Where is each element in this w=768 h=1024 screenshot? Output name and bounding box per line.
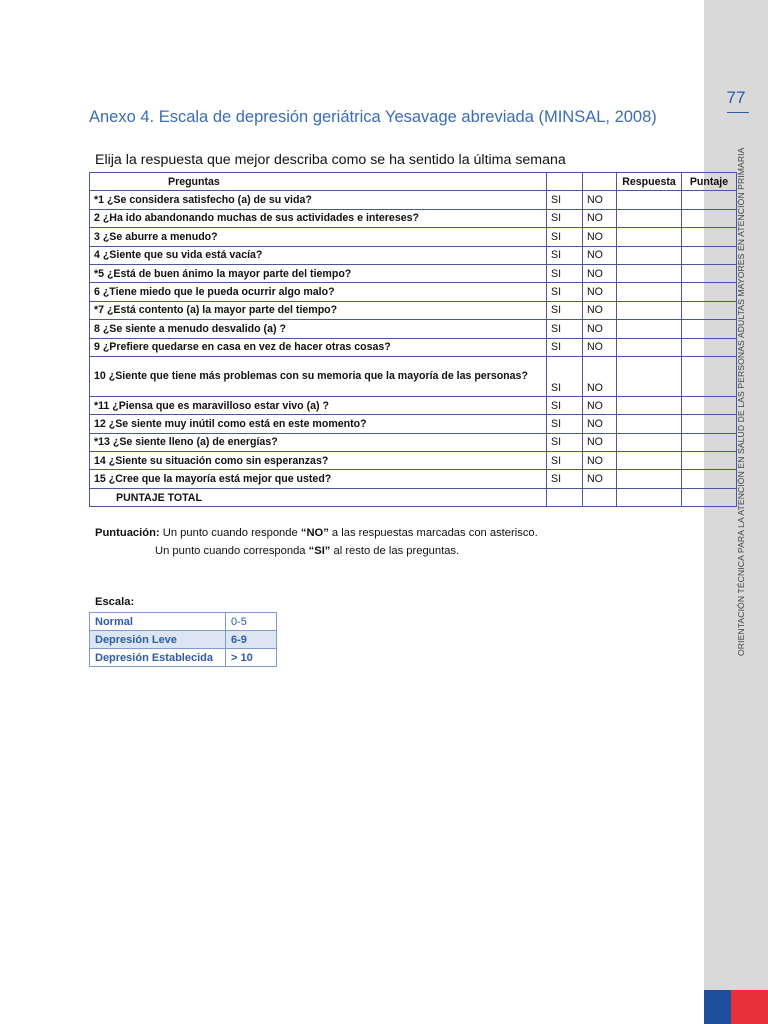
option-no[interactable]: NO bbox=[583, 209, 617, 227]
option-si[interactable]: SI bbox=[547, 209, 583, 227]
option-no[interactable]: NO bbox=[583, 228, 617, 246]
scoring-label: Puntuación: bbox=[95, 527, 160, 539]
table-row bbox=[90, 470, 737, 488]
question-text: *13 ¿Se siente lleno (a) de energías? bbox=[90, 433, 547, 451]
option-si[interactable]: SI bbox=[547, 320, 583, 338]
option-si[interactable]: SI bbox=[547, 264, 583, 282]
instruction-text: Elija la respuesta que mejor describa como se ha sentido la última semana bbox=[95, 152, 566, 168]
scale-table bbox=[89, 612, 277, 667]
score-cell[interactable] bbox=[682, 320, 737, 338]
score-cell[interactable] bbox=[682, 433, 737, 451]
total-label: PUNTAJE TOTAL bbox=[90, 488, 547, 506]
option-si[interactable]: SI bbox=[547, 356, 583, 396]
question-text: 9 ¿Prefiere quedarse en casa en vez de hacer otras cosas? bbox=[90, 338, 547, 356]
header-respuesta: Respuesta bbox=[617, 173, 682, 191]
table-row bbox=[90, 452, 737, 470]
header-no-empty bbox=[583, 173, 617, 191]
score-cell[interactable] bbox=[682, 338, 737, 356]
response-cell[interactable] bbox=[617, 320, 682, 338]
page-number-underline bbox=[727, 112, 749, 113]
option-no[interactable]: NO bbox=[583, 191, 617, 209]
option-si[interactable]: SI bbox=[547, 301, 583, 319]
table-row bbox=[90, 338, 737, 356]
scale-name: Depresión Establecida bbox=[90, 649, 226, 667]
option-no[interactable]: NO bbox=[583, 433, 617, 451]
response-cell[interactable] bbox=[617, 264, 682, 282]
table-row bbox=[90, 283, 737, 301]
question-text: 12 ¿Se siente muy inútil como está en este momento? bbox=[90, 415, 547, 433]
response-cell[interactable] bbox=[617, 283, 682, 301]
question-text: *11 ¿Piensa que es maravilloso estar vivo (a) ? bbox=[90, 396, 547, 414]
questions-table bbox=[89, 172, 737, 507]
question-text: 15 ¿Cree que la mayoría está mejor que usted? bbox=[90, 470, 547, 488]
response-cell[interactable] bbox=[617, 433, 682, 451]
header-preguntas: Preguntas bbox=[90, 173, 547, 191]
page-number: 77 bbox=[726, 88, 746, 107]
total-score-cell[interactable] bbox=[682, 488, 737, 506]
response-cell[interactable] bbox=[617, 338, 682, 356]
option-no[interactable]: NO bbox=[583, 356, 617, 396]
scoring-line1-b: “NO” bbox=[300, 527, 329, 539]
scoring-line2-b: “SI” bbox=[308, 545, 331, 557]
option-si[interactable]: SI bbox=[547, 433, 583, 451]
option-no[interactable]: NO bbox=[583, 283, 617, 301]
option-no[interactable]: NO bbox=[583, 320, 617, 338]
table-row bbox=[90, 415, 737, 433]
table-header-row bbox=[90, 173, 737, 191]
response-cell[interactable] bbox=[617, 301, 682, 319]
question-text: *7 ¿Está contento (a) la mayor parte del tiempo? bbox=[90, 301, 547, 319]
scoring-note bbox=[95, 524, 538, 560]
flag-blue-block bbox=[704, 990, 731, 1024]
option-no[interactable]: NO bbox=[583, 452, 617, 470]
score-cell[interactable] bbox=[682, 283, 737, 301]
scale-row bbox=[90, 631, 277, 649]
scale-row bbox=[90, 613, 277, 631]
option-si[interactable]: SI bbox=[547, 228, 583, 246]
scoring-line2-c: al resto de las preguntas. bbox=[330, 545, 460, 557]
response-cell[interactable] bbox=[617, 470, 682, 488]
question-text: 10 ¿Siente que tiene más problemas con su memoria que la mayoría de las personas? bbox=[90, 356, 547, 396]
response-cell[interactable] bbox=[617, 396, 682, 414]
scoring-line-2 bbox=[95, 542, 538, 560]
question-text: 2 ¿Ha ido abandonando muchas de sus actividades e intereses? bbox=[90, 209, 547, 227]
table-row bbox=[90, 396, 737, 414]
table-row bbox=[90, 433, 737, 451]
score-cell[interactable] bbox=[682, 415, 737, 433]
score-cell[interactable] bbox=[682, 209, 737, 227]
scale-row bbox=[90, 649, 277, 667]
question-text: 4 ¿Siente que su vida está vacía? bbox=[90, 246, 547, 264]
option-si[interactable]: SI bbox=[547, 415, 583, 433]
response-cell[interactable] bbox=[617, 228, 682, 246]
table-row bbox=[90, 356, 737, 396]
flag-red-block bbox=[731, 990, 768, 1024]
option-si[interactable]: SI bbox=[547, 452, 583, 470]
scoring-line2-a: Un punto cuando corresponda bbox=[155, 545, 309, 557]
total-response-cell[interactable] bbox=[617, 488, 682, 506]
score-cell[interactable] bbox=[682, 301, 737, 319]
option-si[interactable]: SI bbox=[547, 396, 583, 414]
total-row bbox=[90, 488, 737, 506]
option-no[interactable]: NO bbox=[583, 338, 617, 356]
response-cell[interactable] bbox=[617, 452, 682, 470]
question-text: 6 ¿Tiene miedo que le pueda ocurrir algo malo? bbox=[90, 283, 547, 301]
table-row bbox=[90, 209, 737, 227]
annex-title: Anexo 4. Escala de depresión geriátrica Yesavage abreviada (MINSAL, 2008) bbox=[89, 108, 657, 126]
header-si-empty bbox=[547, 173, 583, 191]
scoring-line-1 bbox=[95, 524, 538, 542]
option-no[interactable]: NO bbox=[583, 396, 617, 414]
total-si-empty bbox=[547, 488, 583, 506]
option-no[interactable]: NO bbox=[583, 264, 617, 282]
response-cell[interactable] bbox=[617, 246, 682, 264]
option-no[interactable]: NO bbox=[583, 246, 617, 264]
scale-label: Escala: bbox=[95, 596, 135, 608]
response-cell[interactable] bbox=[617, 356, 682, 396]
scale-value: 0-5 bbox=[226, 613, 277, 631]
table-row bbox=[90, 191, 737, 209]
score-cell[interactable] bbox=[682, 452, 737, 470]
scale-value: > 10 bbox=[226, 649, 277, 667]
scale-name: Depresión Leve bbox=[90, 631, 226, 649]
scoring-line1-c: a las respuestas marcadas con asterisco. bbox=[328, 527, 538, 539]
option-si[interactable]: SI bbox=[547, 470, 583, 488]
question-text: 3 ¿Se aburre a menudo? bbox=[90, 228, 547, 246]
table-row bbox=[90, 320, 737, 338]
score-cell[interactable] bbox=[682, 396, 737, 414]
question-text: *1 ¿Se considera satisfecho (a) de su vida? bbox=[90, 191, 547, 209]
question-text: 14 ¿Siente su situación como sin esperanzas? bbox=[90, 452, 547, 470]
sidebar-running-title: ORIENTACIÓN TÉCNICA PARA LA ATENCIÓN EN SALUD DE LAS PERSONAS ADULTAS MAYORES EN ATENCIÓN PRIMARIA bbox=[736, 147, 746, 656]
option-no[interactable]: NO bbox=[583, 415, 617, 433]
table-row bbox=[90, 264, 737, 282]
table-row bbox=[90, 246, 737, 264]
option-no[interactable]: NO bbox=[583, 301, 617, 319]
scoring-line1-a: Un punto cuando responde bbox=[159, 527, 301, 539]
table-row bbox=[90, 228, 737, 246]
score-cell[interactable] bbox=[682, 470, 737, 488]
scale-value: 6-9 bbox=[226, 631, 277, 649]
question-text: *5 ¿Está de buen ánimo la mayor parte del tiempo? bbox=[90, 264, 547, 282]
table-row bbox=[90, 301, 737, 319]
response-cell[interactable] bbox=[617, 191, 682, 209]
response-cell[interactable] bbox=[617, 209, 682, 227]
response-cell[interactable] bbox=[617, 415, 682, 433]
option-si[interactable]: SI bbox=[547, 246, 583, 264]
option-si[interactable]: SI bbox=[547, 191, 583, 209]
score-cell[interactable] bbox=[682, 246, 737, 264]
score-cell[interactable] bbox=[682, 228, 737, 246]
option-si[interactable]: SI bbox=[547, 338, 583, 356]
scale-name: Normal bbox=[90, 613, 226, 631]
question-text: 8 ¿Se siente a menudo desvalido (a) ? bbox=[90, 320, 547, 338]
option-no[interactable]: NO bbox=[583, 470, 617, 488]
score-cell[interactable] bbox=[682, 264, 737, 282]
option-si[interactable]: SI bbox=[547, 283, 583, 301]
score-cell[interactable] bbox=[682, 191, 737, 209]
score-cell[interactable] bbox=[682, 356, 737, 396]
header-puntaje: Puntaje bbox=[682, 173, 737, 191]
total-no-empty bbox=[583, 488, 617, 506]
